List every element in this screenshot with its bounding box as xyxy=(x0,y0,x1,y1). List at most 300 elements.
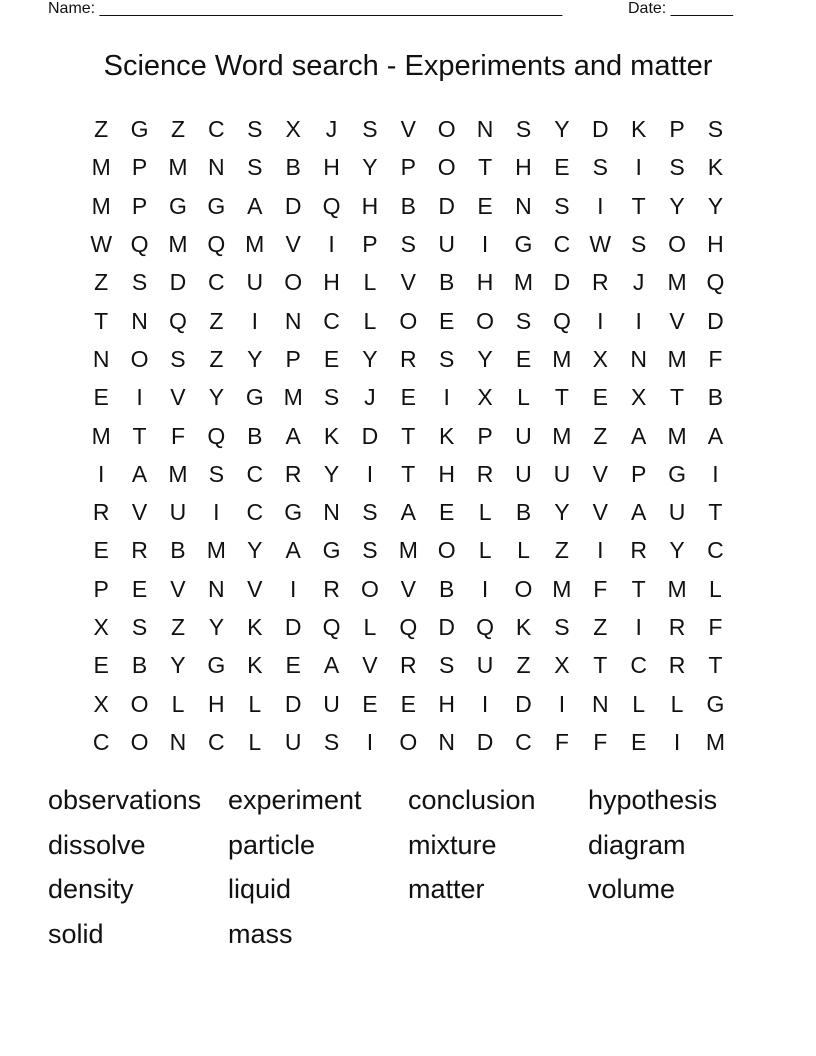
grid-letter: M xyxy=(552,575,572,602)
grid-letter: S xyxy=(439,345,455,372)
grid-letter: V xyxy=(362,652,378,679)
grid-letter: S xyxy=(515,307,532,334)
grid-letter: U xyxy=(515,422,532,449)
grid-letter: N xyxy=(515,192,532,219)
grid-letter: N xyxy=(591,690,609,717)
grid-letter: M xyxy=(667,422,687,449)
grid-letter: M xyxy=(667,345,687,372)
grid-letter: L xyxy=(248,728,262,755)
grid-letter: A xyxy=(630,422,647,449)
grid-letter: O xyxy=(399,307,418,334)
grid-letter: Q xyxy=(706,269,725,296)
grid-letter: P xyxy=(400,154,416,181)
grid-letter: I xyxy=(597,192,604,219)
grid-letter: E xyxy=(362,690,378,717)
grid-letter: Q xyxy=(322,192,341,219)
grid-row xyxy=(82,455,736,493)
grid-letter: Q xyxy=(552,307,571,334)
grid-letter: R xyxy=(323,575,340,602)
grid-letter: P xyxy=(93,575,109,602)
word-list-item: matter xyxy=(408,874,485,904)
grid-letter: P xyxy=(131,154,148,181)
grid-letter: E xyxy=(93,652,109,679)
grid-letter: R xyxy=(400,652,417,679)
word-list-item: mixture xyxy=(408,829,497,860)
grid-letter: B xyxy=(285,154,301,181)
grid-letter: D xyxy=(591,116,609,143)
grid-letter: C xyxy=(630,652,647,679)
grid-letter: A xyxy=(131,460,148,487)
grid-letter: S xyxy=(362,116,378,143)
grid-letter: K xyxy=(439,422,455,449)
grid-letter: S xyxy=(247,116,263,143)
grid-letter: S xyxy=(362,537,378,564)
grid-letter: Z xyxy=(593,422,608,449)
grid-letter: M xyxy=(552,422,572,449)
grid-letter: I xyxy=(136,384,143,411)
grid-letter: F xyxy=(170,422,185,449)
grid-letter: O xyxy=(668,231,686,258)
grid-letter: V xyxy=(592,499,608,526)
grid-letter: A xyxy=(400,499,416,526)
grid-letter: Y xyxy=(554,499,570,526)
grid-letter: V xyxy=(170,575,186,602)
letter-grid xyxy=(82,110,736,761)
grid-letter: Q xyxy=(207,231,226,258)
grid-letter: L xyxy=(363,307,377,334)
grid-letter: L xyxy=(478,499,492,526)
grid-letter: V xyxy=(285,231,301,258)
grid-letter: E xyxy=(477,192,493,219)
grid-letter: Z xyxy=(209,345,224,372)
grid-letter: B xyxy=(247,422,263,449)
grid-letter: I xyxy=(366,460,374,487)
grid-letter: N xyxy=(92,345,110,372)
grid-letter: C xyxy=(246,460,264,487)
word-list-item: mass xyxy=(228,918,293,949)
grid-letter: S xyxy=(630,231,647,258)
grid-letter: C xyxy=(208,728,225,755)
grid-letter: A xyxy=(285,422,301,449)
grid-letter: N xyxy=(208,154,225,181)
header xyxy=(48,0,738,18)
grid-letter: O xyxy=(284,269,303,296)
grid-letter: R xyxy=(476,460,494,487)
grid-letter: N xyxy=(323,499,340,526)
grid-letter: C xyxy=(707,537,724,564)
grid-letter: S xyxy=(515,116,532,143)
word-list-item: conclusion xyxy=(408,785,536,815)
grid-letter: X xyxy=(477,384,493,411)
grid-letter: O xyxy=(437,154,456,181)
grid-letter: O xyxy=(399,728,418,755)
grid-letter: Y xyxy=(247,537,263,564)
grid-letter: K xyxy=(247,614,263,640)
grid-letter: B xyxy=(439,575,455,602)
grid-letter: Y xyxy=(669,192,685,219)
grid-letter: R xyxy=(92,499,110,526)
grid-letter: L xyxy=(248,690,262,717)
grid-letter: P xyxy=(285,345,301,372)
grid-letter: M xyxy=(283,384,303,411)
grid-letter: I xyxy=(673,728,681,755)
grid-letter: V xyxy=(592,460,608,487)
grid-letter: S xyxy=(669,154,685,181)
grid-letter: A xyxy=(247,192,263,219)
grid-letter: V xyxy=(170,384,186,411)
grid-letter: C xyxy=(246,499,264,526)
grid-letter: C xyxy=(553,231,571,258)
grid-letter: T xyxy=(401,422,416,449)
grid-letter: D xyxy=(284,192,302,219)
grid-letter: T xyxy=(94,307,109,334)
grid-letter: L xyxy=(517,384,530,411)
grid-letter: Z xyxy=(94,116,109,143)
grid-letter: O xyxy=(130,690,149,717)
grid-letter: I xyxy=(251,307,258,334)
grid-row xyxy=(82,684,736,722)
grid-letter: L xyxy=(517,537,530,564)
grid-letter: E xyxy=(131,575,148,602)
grid-letter: R xyxy=(591,269,609,296)
grid-letter: D xyxy=(361,422,379,449)
grid-letter: W xyxy=(589,231,612,258)
grid-letter: V xyxy=(131,499,148,526)
grid-letter: A xyxy=(323,652,340,679)
grid-letter: I xyxy=(481,690,489,717)
grid-letter: H xyxy=(707,231,724,258)
grid-letter: G xyxy=(514,231,533,258)
grid-letter: S xyxy=(592,154,608,181)
grid-letter: D xyxy=(707,307,724,334)
grid-letter: K xyxy=(247,652,263,679)
grid-letter: T xyxy=(593,652,608,679)
word-list-item: dissolve xyxy=(48,829,146,860)
grid-letter: S xyxy=(439,652,455,679)
grid-letter: D xyxy=(515,690,532,717)
grid-letter: M xyxy=(667,575,687,602)
grid-letter: E xyxy=(515,345,532,372)
grid-letter: M xyxy=(513,269,534,296)
grid-letter: Z xyxy=(170,116,185,143)
grid-letter: S xyxy=(362,499,378,526)
grid-letter: T xyxy=(401,460,416,487)
grid-letter: U xyxy=(246,269,264,296)
grid-letter: G xyxy=(668,460,686,487)
grid-letter: U xyxy=(515,460,532,487)
word-list xyxy=(48,778,768,956)
grid-letter: O xyxy=(130,345,149,372)
grid-letter: G xyxy=(245,384,264,411)
grid-letter: D xyxy=(476,728,494,755)
grid-letter: T xyxy=(670,384,685,411)
grid-row xyxy=(82,225,736,263)
grid-letter: H xyxy=(515,154,532,181)
grid-letter: I xyxy=(481,575,489,602)
grid-letter: T xyxy=(631,192,646,219)
grid-letter: Q xyxy=(130,231,149,258)
grid-letter: U xyxy=(438,231,456,258)
grid-letter: D xyxy=(284,614,302,640)
grid-letter: S xyxy=(554,192,570,219)
grid-letter: G xyxy=(169,192,187,219)
grid-letter: N xyxy=(476,116,494,143)
page-title: Science Word search - Experiments and matter xyxy=(103,50,713,82)
grid-letter: L xyxy=(363,614,377,640)
grid-letter: Y xyxy=(323,460,340,487)
grid-letter: M xyxy=(245,231,265,258)
grid-letter: I xyxy=(635,154,642,181)
grid-letter: Z xyxy=(516,652,531,679)
grid-letter: S xyxy=(131,614,148,640)
grid-letter: A xyxy=(285,537,301,564)
grid-letter: U xyxy=(668,499,686,526)
grid-letter: I xyxy=(98,460,105,487)
grid-letter: F xyxy=(593,728,608,755)
grid-letter: R xyxy=(668,614,686,640)
grid-letter: V xyxy=(400,116,416,143)
grid-letter: Z xyxy=(209,307,224,334)
grid-letter: F xyxy=(708,345,723,372)
grid-row xyxy=(82,263,736,301)
grid-row xyxy=(82,340,736,378)
word-list-item: density xyxy=(48,874,134,904)
grid-letter: J xyxy=(632,269,645,296)
grid-letter: Z xyxy=(593,614,608,640)
grid-letter: Y xyxy=(707,192,724,219)
grid-letter: H xyxy=(476,269,494,296)
word-list-item: particle xyxy=(228,829,316,860)
grid-letter: F xyxy=(554,728,569,755)
grid-letter: N xyxy=(438,728,456,755)
grid-letter: Q xyxy=(399,614,418,640)
grid-letter: E xyxy=(93,537,109,564)
name-line: Name: ____________________________________________________ xyxy=(48,0,563,17)
grid-letter: O xyxy=(476,307,495,334)
word-list-item: diagram xyxy=(588,829,686,860)
grid-letter: U xyxy=(476,652,494,679)
grid-letter: L xyxy=(478,537,492,564)
grid-letter: E xyxy=(439,307,455,334)
grid-letter: N xyxy=(284,307,302,334)
grid-letter: B xyxy=(707,384,724,411)
grid-letter: U xyxy=(284,728,302,755)
grid-letter: X xyxy=(630,384,647,411)
grid-letter: L xyxy=(171,690,185,717)
grid-letter: E xyxy=(400,690,416,717)
grid-letter: D xyxy=(284,690,302,717)
grid-letter: E xyxy=(285,652,301,679)
grid-letter: R xyxy=(131,537,148,564)
grid-letter: Q xyxy=(322,614,341,640)
grid-letter: T xyxy=(132,422,147,449)
grid-letter: B xyxy=(131,652,148,679)
grid-letter: I xyxy=(597,537,604,564)
word-list-item: liquid xyxy=(228,874,292,904)
grid-letter: D xyxy=(438,192,456,219)
grid-letter: G xyxy=(207,192,226,219)
grid-letter: A xyxy=(630,499,647,526)
grid-letter: H xyxy=(208,690,225,717)
grid-letter: K xyxy=(323,422,340,449)
grid-letter: A xyxy=(707,422,724,449)
date-line: Date: _______ xyxy=(628,0,733,17)
grid-letter: J xyxy=(364,384,376,411)
grid-letter: T xyxy=(708,499,723,526)
grid-letter: Z xyxy=(554,537,569,564)
grid-letter: C xyxy=(92,728,110,755)
grid-letter: H xyxy=(361,192,379,219)
grid-letter: C xyxy=(208,269,225,296)
word-list-item: observations xyxy=(48,785,202,815)
grid-row xyxy=(82,110,736,148)
grid-letter: I xyxy=(597,307,604,334)
grid-letter: I xyxy=(635,614,642,640)
grid-letter: Q xyxy=(476,614,495,640)
grid-letter: V xyxy=(247,575,263,602)
grid-letter: M xyxy=(398,537,418,564)
grid-letter: G xyxy=(284,499,303,526)
grid-letter: Y xyxy=(247,345,263,372)
grid-letter: T xyxy=(708,652,723,679)
grid-letter: Y xyxy=(669,537,685,564)
grid-letter: U xyxy=(553,460,571,487)
grid-letter: C xyxy=(515,728,532,755)
grid-letter: L xyxy=(709,575,722,602)
grid-letter: R xyxy=(400,345,417,372)
grid-row xyxy=(82,570,736,608)
grid-row xyxy=(82,416,736,454)
grid-letter: V xyxy=(669,307,685,334)
grid-letter: Y xyxy=(208,614,225,640)
grid-letter: J xyxy=(325,116,338,143)
grid-letter: O xyxy=(437,537,456,564)
grid-letter: P xyxy=(669,116,685,143)
grid-letter: O xyxy=(130,728,149,755)
grid-letter: S xyxy=(247,154,263,181)
grid-letter: I xyxy=(558,690,566,717)
grid-letter: O xyxy=(360,575,379,602)
grid-letter: D xyxy=(553,269,571,296)
grid-letter: M xyxy=(91,192,111,219)
grid-letter: G xyxy=(130,116,149,143)
grid-letter: K xyxy=(515,614,532,640)
grid-letter: M xyxy=(667,269,687,296)
grid-letter: S xyxy=(131,269,148,296)
grid-letter: Z xyxy=(94,269,109,296)
grid-letter: B xyxy=(439,269,455,296)
grid-letter: F xyxy=(708,614,723,640)
grid-letter: Y xyxy=(208,384,225,411)
grid-letter: X xyxy=(554,652,570,679)
grid-letter: H xyxy=(438,460,456,487)
grid-letter: P xyxy=(477,422,493,449)
grid-letter: E xyxy=(592,384,608,411)
grid-letter: S xyxy=(554,614,570,640)
grid-letter: H xyxy=(438,690,456,717)
grid-letter: B xyxy=(170,537,186,564)
grid-letter: R xyxy=(284,460,302,487)
grid-letter: E xyxy=(323,345,340,372)
grid-letter: E xyxy=(630,728,647,755)
grid-letter: M xyxy=(552,345,572,372)
grid-letter: S xyxy=(707,116,724,143)
grid-letter: E xyxy=(400,384,416,411)
grid-letter: T xyxy=(554,384,569,411)
grid-letter: M xyxy=(168,231,188,258)
grid-letter: V xyxy=(400,269,416,296)
grid-letter: D xyxy=(169,269,187,296)
grid-letter: Y xyxy=(554,116,570,143)
grid-letter: E xyxy=(439,499,455,526)
grid-letter: G xyxy=(322,537,341,564)
grid-letter: P xyxy=(630,460,647,487)
grid-letter: E xyxy=(554,154,570,181)
grid-letter: T xyxy=(478,154,493,181)
grid-letter: S xyxy=(170,345,186,372)
grid-letter: E xyxy=(93,384,109,411)
grid-letter: N xyxy=(630,345,647,372)
grid-letter: M xyxy=(168,460,188,487)
grid-letter: Q xyxy=(207,422,226,449)
grid-letter: T xyxy=(631,575,646,602)
grid-letter: F xyxy=(593,575,608,602)
grid-letter: M xyxy=(91,154,111,181)
grid-row xyxy=(82,187,736,225)
grid-letter: K xyxy=(707,154,724,181)
grid-letter: O xyxy=(514,575,533,602)
grid-row xyxy=(82,378,736,416)
grid-row xyxy=(82,608,736,646)
grid-letter: V xyxy=(400,575,416,602)
grid-letter: P xyxy=(131,192,148,219)
grid-row xyxy=(82,301,736,339)
grid-letter: G xyxy=(207,652,226,679)
grid-letter: K xyxy=(630,116,647,143)
grid-letter: S xyxy=(208,460,225,487)
grid-letter: M xyxy=(705,728,726,755)
grid-letter: I xyxy=(289,575,297,602)
word-list-item: volume xyxy=(588,874,676,904)
grid-letter: X xyxy=(93,614,109,640)
grid-letter: H xyxy=(323,269,340,296)
grid-row xyxy=(82,723,736,761)
grid-letter: R xyxy=(668,652,686,679)
grid-row xyxy=(82,493,736,531)
word-list-item: experiment xyxy=(228,785,362,815)
grid-row xyxy=(82,646,736,684)
grid-letter: P xyxy=(362,231,378,258)
grid-letter: H xyxy=(323,154,340,181)
grid-letter: L xyxy=(363,269,377,296)
grid-row xyxy=(82,531,736,569)
grid-letter: Z xyxy=(170,614,185,640)
grid-letter: O xyxy=(437,116,456,143)
grid-letter: N xyxy=(208,575,225,602)
grid-letter: X xyxy=(285,116,301,143)
grid-letter: I xyxy=(328,231,335,258)
grid-letter: S xyxy=(400,231,416,258)
word-list-item: solid xyxy=(48,918,104,949)
grid-letter: M xyxy=(206,537,226,564)
grid-letter: W xyxy=(90,231,113,258)
grid-letter: N xyxy=(131,307,148,334)
grid-letter: Y xyxy=(362,154,378,181)
grid-letter: C xyxy=(208,116,225,143)
grid-letter: N xyxy=(169,728,187,755)
grid-letter: L xyxy=(632,690,646,717)
grid-letter: M xyxy=(91,422,111,449)
